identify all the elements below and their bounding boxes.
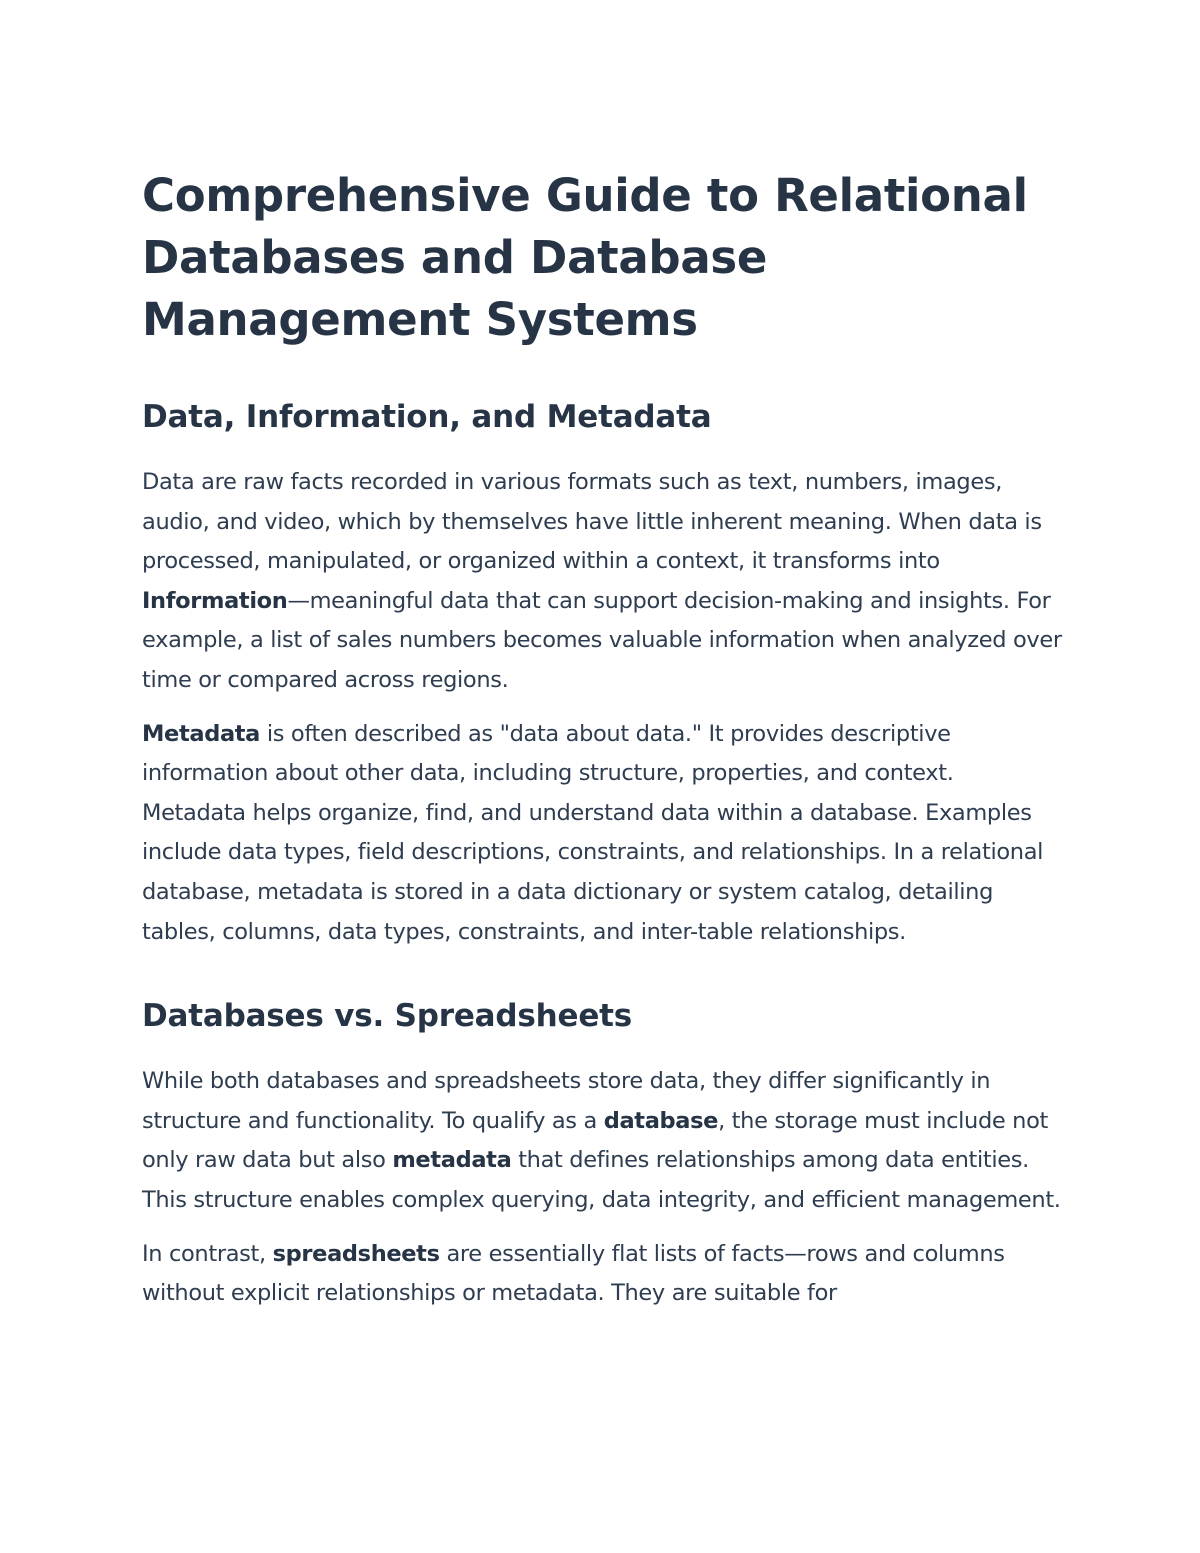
paragraph	[142, 1062, 1062, 1220]
paragraph	[142, 715, 1062, 953]
bold-term: spreadsheets	[272, 1240, 440, 1267]
section-body-data-information-metadata	[142, 463, 1062, 952]
bold-term: metadata	[392, 1147, 512, 1174]
text-run: While both databases and spreadsheets store data, they differ significantly in structure and functionality. To qualify as a	[142, 1068, 991, 1134]
text-run: Data are raw facts recorded in various formats such as text, numbers, images, audio, and video, which by themselves have little inherent meaning. When data is processed, manipulated, or organized within a context, it transforms into	[142, 469, 1042, 575]
bold-term: Information	[142, 587, 288, 614]
text-run: In contrast,	[142, 1240, 273, 1267]
document-title: Comprehensive Guide to Relational Databases and Database Management Systems	[142, 169, 1028, 346]
document-page	[142, 165, 1062, 1314]
section-heading-databases-vs-spreadsheets: Databases vs. Spreadsheets	[142, 998, 633, 1035]
text-run: are essentially flat lists of facts—rows and columns without explicit relationships or metadata. They are suitable for	[142, 1240, 1005, 1307]
text-run: is often described as "data about data." It provides descriptive information about other data, including structure, properties, and context. Metadata helps organize, find, and understand data within a database. Examples include data types, field descriptions, constraints, and relationships. In a relational database, metadata is stored in a data dictionary or system catalog, detailing tables, columns, data types, constraints, and inter-table relationships.	[142, 720, 1044, 945]
text-run: that defines relationships among data entities. This structure enables complex querying, data integrity, and efficient management.	[142, 1147, 1061, 1213]
bold-term: Metadata	[142, 720, 261, 747]
paragraph	[142, 1235, 1062, 1314]
bold-term: database	[603, 1107, 719, 1134]
text-run: , the storage must include not only raw data but also	[142, 1107, 1048, 1174]
section-body-databases-vs-spreadsheets	[142, 1062, 1062, 1314]
section-heading-data-information-metadata: Data, Information, and Metadata	[142, 399, 712, 435]
paragraph	[142, 463, 1062, 701]
text-run: —meaningful data that can support decision-making and insights. For example, a list of sales numbers becomes valuable information when analyzed over time or compared across regions.	[142, 587, 1062, 693]
